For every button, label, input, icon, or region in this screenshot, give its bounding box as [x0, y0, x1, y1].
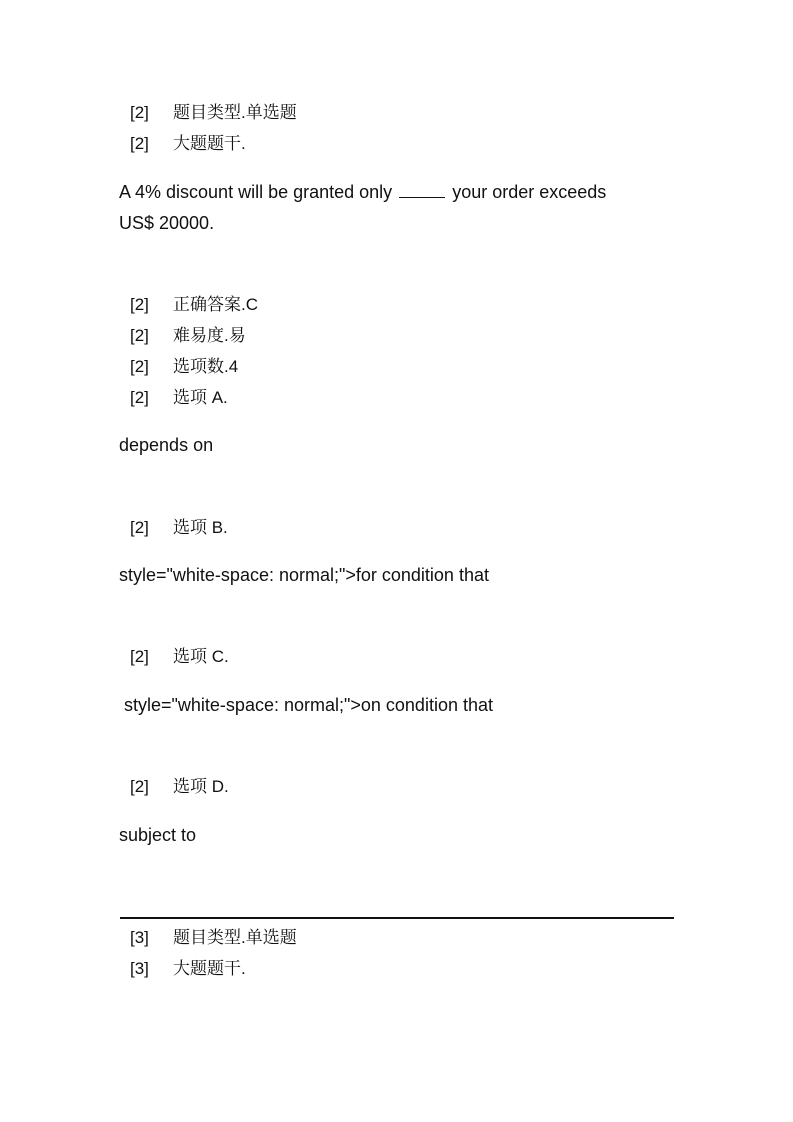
q2-type-label: 题目类型.单选题 [173, 103, 297, 122]
q2-stem-text-line2: US$ 20000. [119, 213, 215, 233]
q2-stem-text-part1: A 4% discount will be granted only [119, 182, 393, 202]
q2-option-d-line [130, 776, 229, 798]
q2-option-d-label: 选项 D. [173, 777, 229, 796]
q2-stem-text-part2: your order exceeds [452, 182, 607, 202]
q2-option-b-number: [2] [130, 518, 149, 537]
q2-stem-number: [2] [130, 134, 149, 153]
q2-answer-label: 正确答案.C [173, 295, 258, 314]
q2-answer-number: [2] [130, 295, 149, 314]
q2-option-a-label: 选项 A. [173, 388, 228, 407]
q2-option-b-line [130, 517, 228, 539]
q2-stem-label: 大题题干. [173, 134, 246, 153]
q3-type-label: 题目类型.单选题 [173, 928, 297, 947]
q3-type-line [130, 927, 297, 949]
q2-option-a-number: [2] [130, 388, 149, 407]
q2-stem-text [119, 177, 606, 239]
q3-stem-label: 大题题干. [173, 959, 246, 978]
q2-option-c-number: [2] [130, 647, 149, 666]
q2-answer-blank [399, 179, 445, 198]
q2-option-c-label: 选项 C. [173, 647, 229, 666]
q2-option-d-number: [2] [130, 777, 149, 796]
q2-stem-line [130, 133, 246, 155]
q2-difficulty-line [130, 325, 246, 347]
q2-option-b-text: style="white-space: normal;">for condition that [119, 565, 489, 585]
q2-type-line [130, 102, 297, 124]
q2-option-count-number: [2] [130, 357, 149, 376]
q2-option-a-text: depends on [119, 435, 214, 455]
q3-stem-line [130, 958, 246, 980]
q2-difficulty-label: 难易度.易 [173, 326, 246, 345]
q2-option-count-line [130, 356, 238, 378]
q2-answer-line [130, 294, 258, 316]
question-divider [120, 917, 674, 919]
q2-type-number: [2] [130, 103, 149, 122]
q2-option-a-line [130, 387, 228, 409]
q3-stem-number: [3] [130, 959, 149, 978]
q2-option-b-label: 选项 B. [173, 518, 228, 537]
q2-option-c-text: style="white-space: normal;">on condition that [119, 695, 493, 715]
q2-option-count-label: 选项数.4 [173, 357, 239, 376]
q2-option-c-line [130, 646, 229, 668]
q3-type-number: [3] [130, 928, 149, 947]
q2-option-d-text: subject to [119, 825, 197, 845]
q2-difficulty-number: [2] [130, 326, 149, 345]
